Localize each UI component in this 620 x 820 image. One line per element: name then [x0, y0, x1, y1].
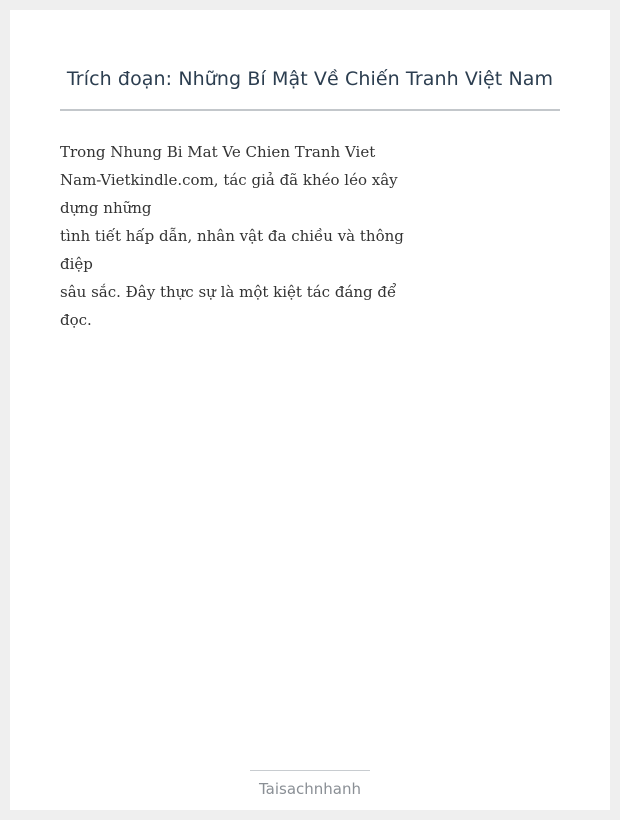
- footer-divider: [250, 770, 370, 771]
- document-page: [10, 10, 610, 810]
- excerpt-paragraph: [60, 138, 405, 334]
- title-divider: [60, 109, 560, 111]
- paragraph-line: Trong Nhung Bi Mat Ve Chien Tranh Viet Nam-Vietkindle.com, tác giả đã khéo léo xây dựng những: [60, 143, 398, 217]
- paragraph-line: tình tiết hấp dẫn, nhân vật đa chiều và thông điệp: [60, 227, 404, 273]
- document-title: Trích đoạn: Những Bí Mật Về Chiến Tranh Việt Nam: [66, 68, 554, 90]
- footer-source: Taisachnhanh: [258, 780, 362, 798]
- paragraph-line: sâu sắc. Đây thực sự là một kiệt tác đáng để đọc.: [60, 283, 397, 329]
